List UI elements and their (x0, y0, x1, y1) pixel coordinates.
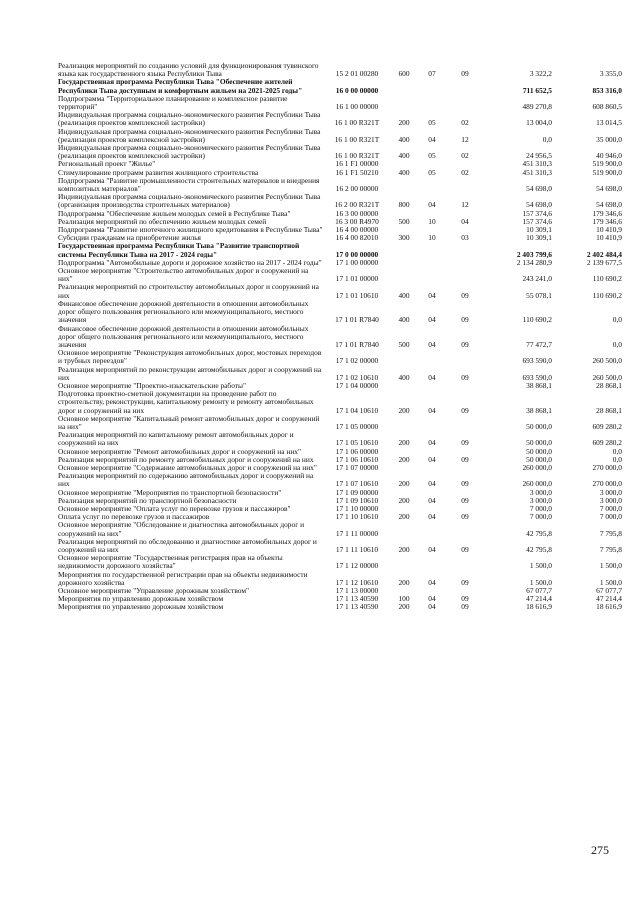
row-name: Основное мероприятие "Капитальный ремонт автомобильных дорог и сооружений на них" (58, 413, 320, 431)
row-subsection: 02 (461, 151, 469, 161)
row-target-code: 16 1 00 R321T (334, 134, 380, 144)
row-subsection: 12 (461, 134, 469, 144)
row-name: Основное мероприятие "Управление дорожным хозяйством" (58, 586, 250, 595)
row-subsection (446, 259, 484, 267)
row-name: Индивидуальная программа социально-экономического развития Республики Тыва (реализация проектов комплексной застройки) (58, 143, 321, 161)
row-section: 04 (428, 544, 436, 554)
row-amount-second: 260 500,0 (592, 356, 622, 366)
row-target-code: 17 1 06 00000 (335, 446, 379, 456)
table-row (58, 177, 622, 193)
row-section: 04 (428, 290, 436, 300)
row-name: Основное мероприятие "Обследование и диагностика автомобильных дорог и сооружений на них" (58, 520, 305, 538)
row-name: Подготовка проектно-сметной документации на проведение работ по строительству, реконструкции, капитальному ремонту и ремонту автомобильных дорог и сооружений на них (58, 389, 314, 415)
row-target-code: 17 1 09 10610 (335, 495, 379, 505)
table-row (58, 128, 622, 144)
row-amount-second: 270 000,0 (592, 462, 622, 472)
row-subsection: 09 (461, 339, 469, 349)
row-amount-first: 42 795,8 (526, 528, 552, 538)
row-subsection: 04 (461, 216, 469, 226)
row-name: Основное мероприятие "Строительство автомобильных дорог и сооружений на них" (58, 266, 309, 284)
row-target-code: 17 1 05 00000 (335, 421, 379, 431)
table-row (58, 349, 622, 365)
row-target-code: 17 1 01 10610 (335, 290, 379, 300)
row-subsection (446, 78, 484, 94)
row-subsection: 09 (461, 602, 469, 612)
row-section: 04 (428, 495, 436, 505)
row-expense-type: 200 (398, 438, 410, 448)
row-target-code: 16 1 00 00000 (335, 102, 379, 112)
row-name: Подпрограмма "Развитие ипотечного жилищного кредитования в Республике Тыва" (58, 225, 323, 235)
row-target-code: 17 1 11 10610 (335, 544, 379, 554)
row-amount-second: 519 900,0 (592, 159, 622, 169)
row-name: Подпрограмма "Развитие промышленности строительных материалов и внедрения композитных материалов" (58, 175, 320, 194)
row-name: Государственная программа Республики Тыва "Развитие транспортной системы Республики Тыва на 2017 - 2024 годы" (58, 241, 300, 259)
row-target-code: 17 1 07 00000 (335, 462, 379, 472)
row-section: 04 (428, 454, 436, 464)
row-section: 04 (428, 512, 436, 522)
row-name: Основное мероприятие "Оплата услуг по перевозке грузов и пассажиров" (58, 503, 291, 513)
row-name: Реализация мероприятий по транспортной безопасности (58, 495, 237, 505)
row-subsection (446, 464, 484, 472)
row-amount-second: 110 690,2 (592, 290, 622, 300)
row-amount-second: 13 014,5 (596, 118, 622, 128)
row-expense-type (390, 267, 418, 283)
row-subsection: 09 (461, 544, 469, 554)
table-row (58, 267, 622, 283)
row-amount-second: 28 868,1 (596, 405, 622, 415)
row-name: Мероприятия по управлению дорожным хозяйством (58, 594, 224, 604)
row-name: Реализация мероприятий по содержанию автомобильных дорог и сооружений на них (58, 471, 314, 489)
row-section (418, 242, 446, 258)
row-target-code: 17 1 01 00000 (335, 274, 379, 284)
table-row (58, 554, 622, 570)
row-target-code: 17 1 10 00000 (335, 503, 379, 513)
row-section (418, 521, 446, 537)
row-amount-first: 3 000,0 (529, 495, 552, 505)
row-section: 05 (428, 151, 436, 161)
row-expense-type (390, 259, 418, 267)
row-amount-first: 38 868,1 (526, 405, 552, 415)
table-row (58, 366, 622, 382)
row-amount-first: 10 309,1 (526, 233, 552, 243)
row-subsection: 09 (461, 69, 469, 79)
row-section: 04 (428, 405, 436, 415)
row-subsection: 02 (461, 167, 469, 177)
row-expense-type (390, 242, 418, 258)
row-expense-type: 200 (398, 577, 410, 587)
row-section (418, 259, 446, 267)
row-amount-first: 67 077,7 (526, 586, 552, 595)
row-target-code: 17 1 00 00000 (335, 257, 379, 267)
row-amount-first: 711 652,5 (522, 85, 552, 95)
row-name: Субсидии гражданам на приобретение жилья (58, 233, 201, 243)
row-expense-type (390, 382, 418, 390)
row-name: Реализация мероприятий по капитальному ремонт автомобильных дорог и сооружений на них (58, 430, 294, 448)
row-target-code: 16 2 00 00000 (335, 184, 379, 194)
row-amount-second: 28 868,1 (596, 380, 622, 390)
row-subsection (446, 382, 484, 390)
row-expense-type: 200 (398, 495, 410, 505)
row-expense-type: 400 (398, 151, 410, 161)
row-target-code: 17 1 12 10610 (335, 577, 379, 587)
row-target-code: 16 4 00 00000 (335, 225, 379, 235)
row-target-code: 17 1 01 R7840 (335, 339, 379, 349)
row-amount-first: 243 241,0 (522, 274, 552, 284)
row-target-code: 17 1 12 00000 (335, 561, 379, 571)
row-section: 05 (428, 167, 436, 177)
row-amount-first: 693 590,0 (522, 356, 552, 366)
table-row (58, 538, 622, 554)
row-name: Мероприятия по государственной регистрации прав на объекты недвижимости дорожного хозяйства (58, 569, 308, 587)
row-amount-second: 3 000,0 (599, 487, 622, 497)
row-name: Основное мероприятие "Содержание автомобильных дорог и сооружений на них" (58, 462, 317, 472)
row-subsection: 09 (461, 454, 469, 464)
row-subsection (446, 521, 484, 537)
row-amount-first: 451 310,3 (522, 167, 552, 177)
row-name: Реализация мероприятий по строительству автомобильных дорог и сооружений на них (58, 282, 319, 300)
row-target-code: 17 1 02 00000 (335, 356, 379, 366)
row-expense-type (390, 464, 418, 472)
row-expense-type (390, 95, 418, 111)
row-name: Подпрограмма "Территориальное планирование и комплексное развитие территорий" (58, 93, 288, 112)
row-amount-first: 451 310,3 (522, 159, 552, 169)
row-section: 04 (428, 315, 436, 325)
page-number: 275 (591, 843, 609, 857)
row-amount-second: 40 946,0 (596, 151, 622, 161)
row-expense-type: 200 (398, 544, 410, 554)
row-target-code: 17 1 11 00000 (335, 528, 379, 538)
row-expense-type: 400 (398, 372, 410, 382)
row-target-code: 17 1 06 10610 (335, 454, 379, 464)
row-amount-second: 0,0 (612, 454, 622, 464)
row-section: 10 (428, 233, 436, 243)
table-row (58, 283, 622, 299)
row-expense-type: 500 (398, 339, 410, 349)
row-amount-first: 157 374,6 (522, 216, 552, 226)
row-target-code: 17 0 00 00000 (335, 249, 379, 259)
row-section (418, 177, 446, 193)
row-target-code: 17 1 04 10610 (335, 405, 379, 415)
row-amount-second: 3 000,0 (599, 495, 622, 505)
budget-table (58, 62, 622, 612)
row-amount-first: 157 374,6 (522, 208, 552, 218)
row-section (418, 554, 446, 570)
row-subsection: 12 (461, 200, 469, 210)
row-name: Индивидуальная программа социально-экономического развития Республики Тыва (организация производства строительных материалов) (58, 192, 321, 210)
row-amount-first: 0,0 (542, 134, 552, 144)
row-section: 07 (428, 69, 436, 79)
row-subsection: 09 (461, 438, 469, 448)
row-subsection: 03 (461, 233, 469, 243)
row-amount-second: 7 795,8 (599, 528, 622, 538)
row-subsection: 09 (461, 372, 469, 382)
row-amount-first: 24 956,5 (526, 151, 552, 161)
row-amount-first: 110 690,2 (522, 315, 552, 325)
row-section: 04 (428, 577, 436, 587)
row-expense-type: 100 (398, 594, 410, 604)
row-name: Финансовое обеспечение дорожной деятельности в отношении автомобильных дорог общего пользования регионального или межмуниципального, местного значения (58, 323, 309, 349)
row-amount-first: 50 000,0 (526, 446, 552, 456)
row-name: Индивидуальная программа социально-экономического развития Республики Тыва (реализация проектов комплексной застройки) (58, 110, 321, 128)
row-amount-first: 10 309,1 (526, 225, 552, 235)
row-section (418, 464, 446, 472)
row-target-code: 16 4 00 82010 (335, 233, 379, 243)
row-section: 04 (428, 134, 436, 144)
row-expense-type: 400 (398, 290, 410, 300)
row-subsection: 09 (461, 495, 469, 505)
row-name: Основное мероприятие "Ремонт автомобильных дорог и сооружений на них" (58, 446, 301, 456)
row-expense-type: 400 (398, 315, 410, 325)
row-target-code: 17 1 02 10610 (335, 372, 379, 382)
row-amount-second: 608 860,5 (592, 102, 622, 112)
table-body (58, 62, 622, 612)
row-amount-second: 1 500,0 (599, 561, 622, 571)
row-amount-second: 609 280,2 (592, 438, 622, 448)
row-amount-first: 47 214,4 (526, 594, 552, 604)
row-amount-first: 13 004,0 (526, 118, 552, 128)
table-row (58, 193, 622, 209)
row-amount-second: 519 900,0 (592, 167, 622, 177)
row-subsection: 09 (461, 290, 469, 300)
row-target-code: 16 0 00 00000 (335, 85, 379, 95)
row-section (418, 382, 446, 390)
row-amount-second: 179 346,6 (592, 216, 622, 226)
row-name: Реализация мероприятий по обеспечению жильем молодых семей (58, 216, 267, 226)
row-expense-type: 200 (398, 602, 410, 612)
row-subsection: 09 (461, 577, 469, 587)
row-name: Реализация мероприятий по созданию условий для функционирования тувинского языка как государственного языка Республики Тыва (58, 61, 319, 79)
row-target-code: 17 1 01 R7840 (335, 315, 379, 325)
row-target-code: 16 3 00 00000 (335, 208, 379, 218)
row-target-code: 16 1 00 R321T (334, 118, 380, 128)
table-row (58, 472, 622, 488)
row-section: 04 (428, 438, 436, 448)
row-target-code: 17 1 05 10610 (335, 438, 379, 448)
row-expense-type: 800 (398, 200, 410, 210)
row-target-code: 16 3 00 R4970 (335, 216, 379, 226)
row-subsection (446, 349, 484, 365)
row-amount-second: 0,0 (612, 446, 622, 456)
row-target-code: 17 1 09 00000 (335, 487, 379, 497)
row-expense-type: 600 (398, 69, 410, 79)
row-amount-first: 50 000,0 (526, 421, 552, 431)
row-amount-second: 7 795,8 (599, 544, 622, 554)
row-amount-second: 35 000,0 (596, 134, 622, 144)
row-subsection (446, 177, 484, 193)
row-subsection: 09 (461, 594, 469, 604)
row-name: Основное мероприятие "Государственная регистрация прав на объекты недвижимости дорожного хозяйства" (58, 553, 283, 571)
row-amount-second: 3 355,0 (599, 69, 622, 79)
row-name: Реализация мероприятий по реконструкции автомобильных дорог и сооружений на них (58, 364, 322, 382)
row-section: 04 (428, 372, 436, 382)
row-amount-first: 1 500,0 (529, 561, 552, 571)
row-section: 04 (428, 602, 436, 612)
row-target-code: 16 2 00 R321T (334, 200, 380, 210)
row-expense-type: 400 (398, 134, 410, 144)
row-expense-type (390, 78, 418, 94)
row-subsection (446, 95, 484, 111)
table-row (58, 325, 622, 350)
row-section (418, 78, 446, 94)
row-amount-first: 18 616,9 (526, 602, 552, 612)
row-name: Индивидуальная программа социально-экономического развития Республики Тыва (реализация проектов комплексной застройки) (58, 126, 321, 144)
row-section (418, 349, 446, 365)
row-section: 04 (428, 594, 436, 604)
row-subsection (446, 554, 484, 570)
row-section: 04 (428, 339, 436, 349)
table-row (58, 78, 622, 94)
row-name: Основное мероприятие "Мероприятия по транспортной безопасности" (58, 487, 282, 497)
row-amount-second: 7 000,0 (599, 512, 622, 522)
row-amount-second: 2 139 677,5 (586, 257, 622, 267)
row-amount-first: 3 322,2 (529, 69, 552, 79)
row-expense-type (390, 177, 418, 193)
row-expense-type (390, 554, 418, 570)
row-amount-first: 2 134 280,9 (516, 257, 552, 267)
row-expense-type: 200 (398, 454, 410, 464)
row-name: Мероприятия по управлению дорожным хозяйством (58, 602, 224, 612)
row-expense-type: 500 (398, 216, 410, 226)
row-amount-first: 7 000,0 (529, 512, 552, 522)
row-amount-second: 1 500,0 (599, 577, 622, 587)
row-subsection (446, 415, 484, 431)
row-amount-first: 7 000,0 (529, 503, 552, 513)
table-row (58, 521, 622, 537)
row-amount-first: 2 403 799,6 (516, 249, 552, 259)
row-amount-second: 54 698,0 (596, 184, 622, 194)
row-amount-second: 10 410,9 (596, 225, 622, 235)
row-name: Финансовое обеспечение дорожной деятельности в отношении автомобильных дорог общего пользования регионального или межмуниципального, местного значения (58, 298, 309, 325)
row-amount-first: 54 698,0 (526, 184, 552, 194)
row-target-code: 15 2 01 00280 (335, 69, 379, 79)
row-amount-first: 693 590,0 (522, 372, 552, 382)
table-row (58, 242, 622, 258)
row-target-code: 17 1 13 40590 (335, 602, 379, 612)
row-section: 04 (428, 200, 436, 210)
row-amount-second: 609 280,2 (592, 421, 622, 431)
table-row (58, 390, 622, 415)
row-name: Реализация мероприятий по обследованию и диагностике автомобильных дорог и сооружений на них (58, 536, 317, 554)
row-target-code: 17 1 13 00000 (335, 586, 379, 595)
row-expense-type: 200 (398, 512, 410, 522)
row-amount-first: 50 000,0 (526, 438, 552, 448)
row-section: 05 (428, 118, 436, 128)
row-amount-first: 38 868,1 (526, 380, 552, 390)
row-section (418, 95, 446, 111)
row-amount-second: 179 346,6 (592, 208, 622, 218)
row-amount-first: 1 500,0 (529, 577, 552, 587)
row-name: Региональный проект "Жилье" (58, 159, 156, 169)
row-amount-second: 853 316,0 (592, 85, 622, 95)
row-subsection: 09 (461, 315, 469, 325)
row-amount-first: 50 000,0 (526, 454, 552, 464)
row-amount-second: 7 000,0 (599, 503, 622, 513)
row-target-code: 16 1 F1 50210 (335, 167, 379, 177)
row-amount-first: 54 698,0 (526, 200, 552, 210)
row-amount-first: 3 000,0 (529, 487, 552, 497)
row-subsection: 09 (461, 479, 469, 489)
row-amount-first: 42 795,8 (526, 544, 552, 554)
row-expense-type (390, 521, 418, 537)
table-row (58, 431, 622, 447)
row-amount-second: 110 690,2 (592, 274, 622, 284)
table-row (58, 62, 622, 78)
row-amount-first: 260 000,0 (522, 462, 552, 472)
row-amount-first: 55 078,1 (526, 290, 552, 300)
row-amount-second: 10 410,9 (596, 233, 622, 243)
row-expense-type (390, 415, 418, 431)
row-expense-type: 300 (398, 233, 410, 243)
row-amount-second: 260 500,0 (592, 372, 622, 382)
row-name: Основное мероприятие "Реконструкция автомобильных дорог, мостовых переходов и трубных переездов" (58, 348, 322, 366)
row-target-code: 17 1 04 00000 (335, 380, 379, 390)
table-row (58, 95, 622, 111)
row-name: Подпрограмма "Обеспечение жильем молодых семей в Республике Тыва" (58, 208, 291, 218)
row-subsection (446, 242, 484, 258)
row-amount-first: 77 472,7 (526, 339, 552, 349)
row-amount-second: 54 698,0 (596, 200, 622, 210)
row-amount-second: 0,0 (612, 315, 622, 325)
row-amount-second: 0,0 (612, 339, 622, 349)
table-row (58, 571, 622, 587)
row-expense-type: 200 (398, 405, 410, 415)
table-row (58, 144, 622, 160)
table-row (58, 415, 622, 431)
table-row (58, 603, 622, 611)
row-subsection: 09 (461, 405, 469, 415)
row-amount-first: 489 270,8 (522, 102, 552, 112)
row-expense-type (390, 349, 418, 365)
table-row (58, 111, 622, 127)
row-section: 04 (428, 479, 436, 489)
row-amount-second: 18 616,9 (596, 602, 622, 612)
row-amount-first: 260 000,0 (522, 479, 552, 489)
row-target-code: 17 1 10 10610 (335, 512, 379, 522)
row-amount-second: 270 000,0 (592, 479, 622, 489)
row-section (418, 267, 446, 283)
row-expense-type: 200 (398, 118, 410, 128)
row-name: Основное мероприятие "Проектно-изыскательские работы" (58, 380, 246, 390)
row-subsection (446, 267, 484, 283)
row-section: 10 (428, 216, 436, 226)
row-expense-type: 200 (398, 479, 410, 489)
row-name: Подпрограмма "Автомобильные дороги и дорожное хозяйство на 2017 - 2024 годы" (58, 257, 322, 267)
row-target-code: 16 1 00 R321T (334, 151, 380, 161)
row-section (418, 415, 446, 431)
row-expense-type: 400 (398, 167, 410, 177)
row-name: Оплата услуг по перевозке грузов и пассажиров (58, 512, 210, 522)
row-subsection: 02 (461, 118, 469, 128)
row-amount-second: 47 214,4 (596, 594, 622, 604)
row-target-code: 16 1 F1 00000 (335, 159, 379, 169)
row-subsection: 09 (461, 512, 469, 522)
row-name: Реализация мероприятий по ремонту автомобильных дорог и сооружений на них (58, 454, 314, 464)
row-amount-second: 67 077,7 (596, 586, 622, 595)
row-amount-second: 2 402 484,4 (586, 249, 622, 259)
row-target-code: 17 1 07 10610 (335, 479, 379, 489)
row-name: Государственная программа Республики Тыва "Обеспечение жителей Республики Тыва доступным и комфортным жильем на 2021-2025 годы" (58, 77, 303, 95)
table-row (58, 300, 622, 325)
row-target-code: 17 1 13 40590 (335, 594, 379, 604)
row-name: Стимулирование программ развития жилищного строительства (58, 167, 259, 177)
